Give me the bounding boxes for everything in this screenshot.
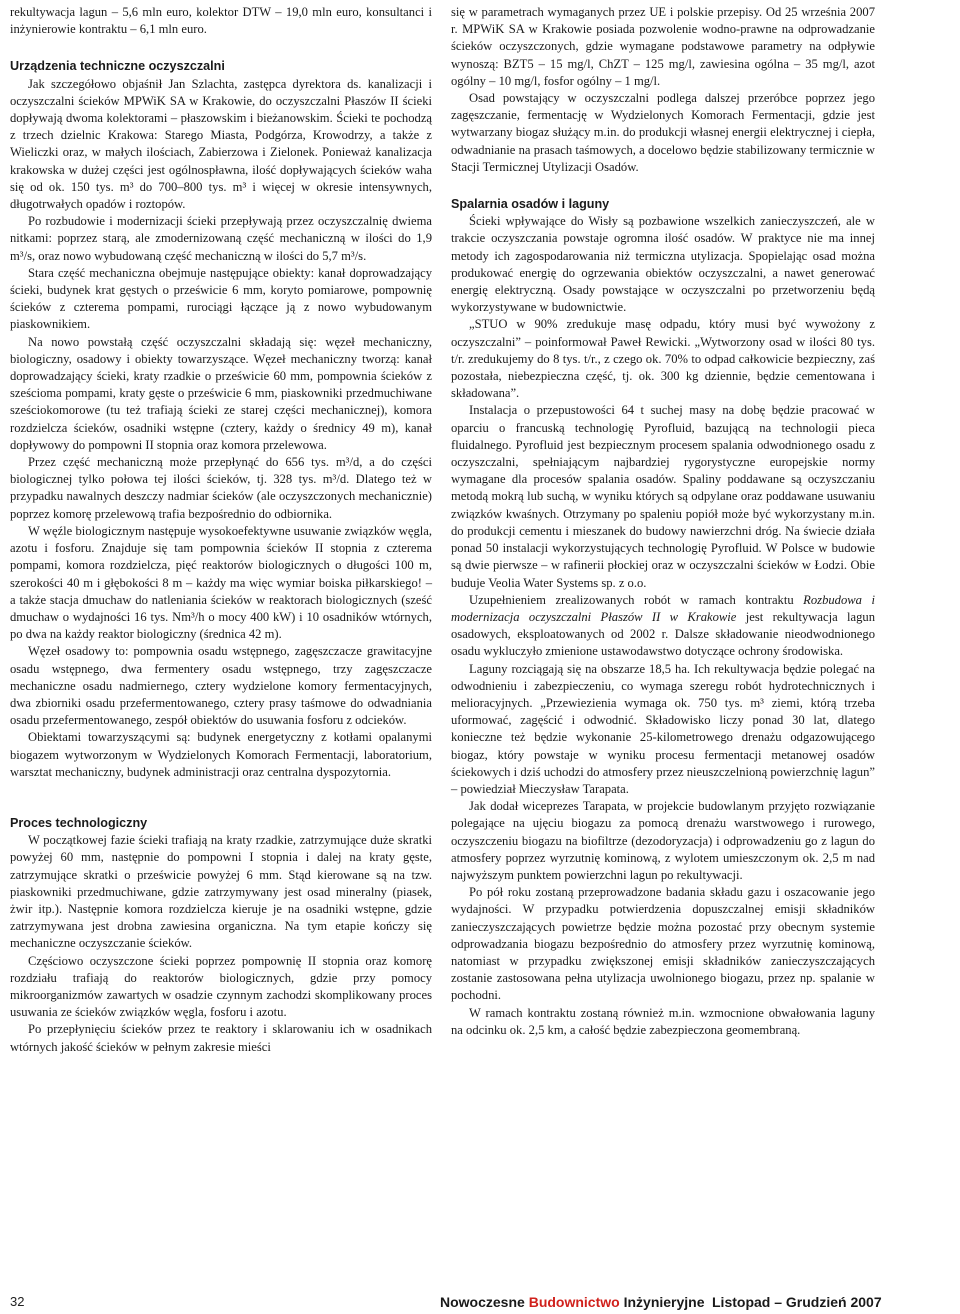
text-run: Uzupełnieniem zrealizowanych robót w ramach kontraktu	[469, 592, 804, 607]
issue-date: Listopad – Grudzień 2007	[712, 1294, 882, 1310]
article-paragraph: Na nowo powstałą część oczyszczalni składają się: węzeł mechaniczny, biologiczny, osadowy i obiekty towarzyszące. Węzeł mechaniczny tworzą: kanał doprowadzający ścieki, kraty rzadkie o prześwicie 60 mm, pompownia ścieków z sześcioma pompami, kraty gęste o prześwicie 6 mm, piaskowniki przedmuchiwane sześciokomorowe (tu też trafiają ścieki ze starej części mechanicznej), komora rozdzielcza ścieków, osadniki wstępne (cztery, każdy o średnicy 49 m), kanał dopływowy do pompowni II stopnia oraz komora przelewowa.	[10, 334, 432, 452]
article-paragraph: Stara część mechaniczna obejmuje następujące obiekty: kanał doprowadzający ścieki, budynek krat gęstych o prześwicie 6 mm, koryto pomiarowe, pompownię ścieków z czterema pompami, rurociągi łączące ją z nowo wybudowanym piaskownikiem.	[10, 265, 432, 332]
article-paragraph: „STUO w 90% zredukuje masę odpadu, który musi być wywożony z oczyszczalni” – poinformował Paweł Rewicki. „Wytworzony osad w ilości 80 tys. t/r. zredukujemy do 8 tys. t/r., z czego ok. 70% to odpad całkowicie bezpieczny, zaś pozostała, niebezpieczna część, tj. ok. 300 kg dziennie, będzie cementowana i składowana”.	[451, 317, 875, 401]
article-paragraph: Przez część mechaniczną może przepłynąć do 656 tys. m³/d, a do części biologicznej tylko połowa tej ilości ścieków, tj. 328 tys. m³/d. Dlatego też w przypadku nawalnych deszczy nadmiar ścieków (ale oczyszczonych mechanicznie) poprzez komorę przelewową trafia bezpośrednio do odbiornika.	[10, 455, 432, 521]
contract-title: Rozbudowa i modernizacja oczyszczalni Płaszów II w Krakowie	[451, 592, 875, 624]
section-heading-process: Proces technologiczny	[10, 815, 148, 830]
section-heading-incinerator: Spalarnia osadów i laguny	[451, 197, 610, 212]
article-paragraph: się w parametrach wymaganych przez UE i polskie przepisy. Od 25 września 2007 r. MPWiK SA w Krakowie posiada pozwolenie wodno-prawne na odprowadzanie ścieków oczyszczonych, gdzie wymagane podstawowe parametry na odpływie wynoszą: BZT5 – 15 mg/l, ChZT – 125 mg/l, zawiesina ogólna – 35 mg/l, azot ogólny – 10 mg/l, fosfor ogólny – 1 mg/l.	[451, 5, 875, 88]
article-paragraph: Częściowo oczyszczone ścieki poprzez pompownię II stopnia oraz komorę rozdziału trafiają do reaktorów biologicznych, gdzie przy pomocy mikroorganizmów zawartych w osadzie czynnym zachodzi skomplikowany proces usuwania ze ścieków związków węgla, fosforu i azotu.	[10, 953, 432, 1020]
article-paragraph: Po przepłynięciu ścieków przez te reaktory i sklarowaniu ich w osadnikach wtórnych jakość ścieków w pełnym zakresie mieści	[10, 1022, 432, 1054]
page-footer	[0, 1290, 960, 1314]
article-paragraph: Ścieki wpływające do Wisły są pozbawione wszelkich zanieczyszczeń, ale w trakcie oczyszczania powstaje ogromna ilość osadów. W praktyce nie ma innej metody ich zagospodarowania niż termiczna utylizacja. Spopielając osad można produkować energię do ogrzewania obiektów oczyszczalni, a nawet generować energię elektryczną. Osady powstające w oczyszczalni po przetworzeniu będą wykorzystywane w budownictwie.	[451, 214, 875, 315]
article-paragraph: Węzeł osadowy to: pompownia osadu wstępnego, zagęszczacze grawitacyjne osadu wstępnego, dwa fermentery osadu wstępnego, trzy zagęszczacze mechaniczne osadu nadmiernego, cztery wydzielone komory fermentacyjnych, dwa zbiorniki osadu przefermentowanego, cztery prasy taśmowe do odwadniania osadu przefermentowanego, zespół obiektów do usuwania fosforu z odcieków.	[10, 644, 432, 728]
journal-name-part: Inżynieryjne	[619, 1294, 705, 1310]
article-paragraph: W początkowej fazie ścieki trafiają na kraty rzadkie, zatrzymujące duże skratki powyżej 60 mm, następnie do pompowni I stopnia i dalej na kraty gęste, zatrzymujące skratki o prześwicie powyżej 6 mm. Stąd kierowane są na tzw. piaskowniki przedmuchiwane, gdzie zatrzymywany jest osad mineralny (piasek, żwir itp.). Następnie komora rozdzielcza kieruje je na osadniki wstępne, gdzie zatrzymywana jest drobna zawiesina organiczna. Na tym etapie kończy się mechaniczne oczyszczanie ścieków.	[10, 833, 432, 951]
journal-name-accent: Budownictwo	[528, 1294, 620, 1310]
article-paragraph: Osad powstający w oczyszczalni podlega dalszej przeróbce poprzez jego zagęszczanie, fermentację w Wydzielonych Komorach Fermentacji, gdzie jest wytwarzany biogaz służący m.in. do produkcji własnej energii elektrycznej i ciepła, odwadnianie na prasach taśmowych, a docelowo będzie stabilizowany termicznie w Stacji Termicznej Utylizacji Osadów.	[451, 91, 875, 174]
right-column	[451, 4, 875, 1039]
article-paragraph	[451, 592, 875, 661]
article-paragraph: Jak szczegółowo objaśnił Jan Szlachta, zastępca dyrektora ds. kanalizacji i oczyszczalni ścieków MPWiK SA w Krakowie, do oczyszczalni Płaszów II ścieki dopływają dwoma kolektorami – płaszowskim i bieżanowskim. Ścieki te pochodzą z trzech dzielnic Krakowa: Starego Miasta, Podgórza, Krowodrzy, a także z Wieliczki oraz, w małych ilościach, Zabierzowa i Zielonek. Ponieważ kanalizacja krakowska w dużej części jest ogólnospławna, ilość dopływających ścieków waha się od ok. 150 tys. m³ do 700–800 tys. m³ i więcej w okresie intensywnych, długotrwałych opadów i roztopów.	[10, 76, 432, 212]
article-paragraph: Po rozbudowie i modernizacji ścieki przepływają przez oczyszczalnię dwiema nitkami: poprzez starą, ale zmodernizowaną część mechaniczną w ilości do 1,9 m³/s, oraz nowo wybudowaną część mechaniczną w ilości do 5,7 m³/s.	[10, 214, 432, 263]
journal-name-part: Nowoczesne	[440, 1294, 529, 1310]
text-run: jest rekultywacja lagun osadowych, eksploatowanych od 2002 r. Dalsze składowanie nieodwodnionego osadu wykluczyło zmienione ustawodawstwo dotyczące ochrony środowiska.	[451, 609, 876, 659]
article-paragraph: W węźle biologicznym następuje wysokoefektywne usuwanie związków węgla, azotu i fosforu. Znajduje się tam pompownia ścieków II stopnia z czterema pompami, komora rozdzielcza, pięć reaktorów biologicznych o długości 100 m, szerokości 40 m i głębokości 8 m – każdy ma więc wymiar boiska piłkarskiego! – a także stacja dmuchaw do natleniania ścieków w reaktorach biologicznych (sześć dmuchaw o wydajności 16 tys. Nm³/h o mocy 400 kW) i 10 osadników wtórnych, po dwa na każdy reaktor biologiczny (średnica 42 m).	[10, 523, 432, 642]
article-paragraph: Obiektami towarzyszącymi są: budynek energetyczny z kotłami opalanymi biogazem wytworzonym w Wydzielonych Komorach Fermentacji, laboratorium, warsztat mechaniczny, budynek administracji oraz centralna dyspozytornia.	[10, 730, 432, 779]
article-paragraph: Laguny rozciągają się na obszarze 18,5 ha. Ich rekultywacja będzie polegać na odwodnieniu i zabezpieczeniu, co wymaga szeregu robót hydrotechnicznych i melioracyjnych. „Przewiezienia wymaga ok. 750 tys. m³ ziemi, którą trzeba uformować, zagęścić i odwodnić. Składowisko liczy ponad 30 lat, dlatego konieczne też będzie wykonanie 25-kilometrowego drenażu odgazowującego biogaz, który powstaje w wyniku procesu fermentacji metanowej osadów ściekowych i dziś uchodzi do atmosfery przez nieuszczelnioną powierzchnię lagun” – powiedział Mieczysław Tarapata.	[451, 661, 875, 796]
journal-name	[440, 1290, 705, 1314]
article-paragraph: rekultywacja lagun – 5,6 mln euro, kolektor DTW – 19,0 mln euro, konsultanci i inżynierowie kontraktu – 6,1 mln euro.	[10, 5, 432, 37]
page-number: 32	[10, 1294, 25, 1309]
article-paragraph: Instalacja o przepustowości 64 t suchej masy na dobę będzie pracować w oparciu o francuską technologię Pyrofluid, bazującą na technologii pieca fluidalnego. Pyrofluid jest bezpiecznym procesem spalania odwodnionego osadu z oczyszczalni, spełniającym najbardziej rygorystyczne europejskie normy wymagane dla procesów spalania osadów. Spaliny poddawane są oczyszczaniu metodą mokrą lub suchą, w wyniku których są odpylane oraz poddawane usuwaniu związków kwaśnych. Otrzymany po spaleniu popiół może być wykorzystany m.in. do produkcji cementu i mieszanek do budowy nawierzchni dróg. Na świecie działa ponad 50 instalacji wykorzystujących technologię Pyrofluid. W Polsce w budowie są dwie pierwsze – w rafinerii płockiej oraz w oczyszczalni ścieków w Łodzi. Obie buduje Veolia Water Systems sp. z o.o.	[451, 403, 875, 590]
article-paragraph: Po pół roku zostaną przeprowadzone badania składu gazu i oszacowanie jego wydajności. W przypadku potwierdzenia dopuszczalnej emisji składników zanieczyszczających powietrze będzie można pozostać przy obecnym systemie odprowadzania biogazu bezpośrednio do atmosfery przez wyrzutnię kominową, natomiast w przypadku zwiększonej emisji składników zanieczyszczających zostanie zastosowana pełna utylizacja uwolnionego biogazu, przez np. spalanie w pochodni.	[451, 885, 875, 1003]
article-paragraph: W ramach kontraktu zostaną również m.in. wzmocnione obwałowania laguny na odcinku ok. 2,5 km, a całość będzie zabezpieczona geomembraną.	[451, 1005, 875, 1037]
article-paragraph: Jak dodał wiceprezes Tarapata, w projekcie budowlanym przyjęto rozwiązanie polegające na ujęciu biogazu za pomocą drenażu warstwowego i rurowego, oczyszczeniu biogazu na biofiltrze (dezodoryzacja) i odprowadzeniu go z lagun do atmosfery poprzez wyrzutnię kominową, z wylotem umieszczonym ok. 2,5 m nad najwyższym punktem powierzchni lagun po rekultywacji.	[451, 799, 875, 882]
section-heading-devices: Urządzenia techniczne oczyszczalni	[10, 59, 225, 74]
left-column	[10, 4, 432, 1056]
